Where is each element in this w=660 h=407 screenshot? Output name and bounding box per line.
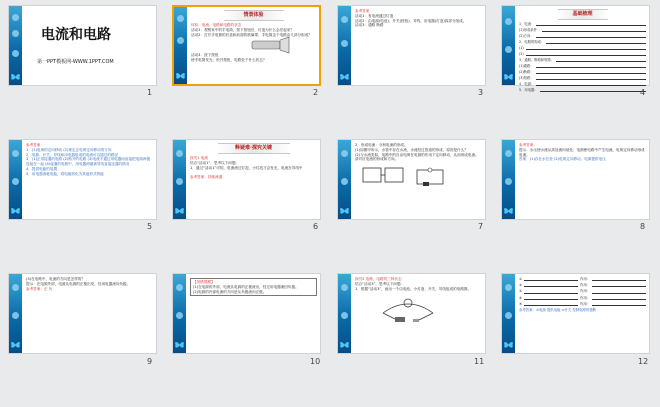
slide-number: 12 xyxy=(638,357,649,366)
text-line: (2)断路： xyxy=(519,70,534,74)
butterfly-icon xyxy=(174,205,185,216)
circuit-diagram xyxy=(355,164,455,194)
slide-number: 11 xyxy=(474,357,485,366)
text-line: 结合“活动1”，思考以下问题： xyxy=(190,160,240,165)
slide-number: 9 xyxy=(147,357,153,366)
flashlight-image xyxy=(251,37,291,53)
text-line: ② xyxy=(519,283,523,288)
text-line: (2)与水流类似，电路中的自由电荷在电源的作用下定向移动，从而形成电流。请对应电流的形成和方向。 xyxy=(355,152,479,162)
slide-heading: 【易错提醒】 xyxy=(193,280,215,284)
text-line: 探究1 电流 xyxy=(190,156,208,160)
butterfly-icon xyxy=(174,339,185,350)
slide-number: 3 xyxy=(478,88,484,97)
slide-title: 电流和电路 xyxy=(41,27,111,43)
slide-thumb-5[interactable] xyxy=(8,139,157,220)
text-line: 活动3：通路 断路 xyxy=(355,23,384,28)
circuit-sketch xyxy=(373,293,443,327)
slide-thumb-3[interactable] xyxy=(337,5,486,86)
butterfly-icon xyxy=(503,205,514,216)
slide-heading: 参考答案： xyxy=(26,143,44,147)
slide-heading: 参考答案： xyxy=(519,143,537,147)
text-line: (2) xyxy=(519,52,524,56)
slide-thumb-2[interactable] xyxy=(172,5,321,86)
text-line: ① xyxy=(519,277,523,281)
text-line: 作用： xyxy=(579,301,591,306)
text-line: 2．电源、开关、导线和用电器组成的电流可以通过的路径 xyxy=(26,152,119,157)
text-line: 结合“活动3”，思考以下问题： xyxy=(355,281,405,286)
text-line: (2)电源的内部电流的方向是从负极流向正极。 xyxy=(193,289,267,294)
text-line: 1．电流： xyxy=(519,22,535,26)
slide-thumb-6[interactable] xyxy=(172,139,321,220)
text-line: 1．通过“活动1”可知，电流流过灯泡，小灯泡才会发光，电流在导线中 xyxy=(190,165,303,170)
text-line: 使手电筒发光；松开按钮，电路处于什么状态？ xyxy=(191,58,267,63)
slide-number: 8 xyxy=(640,222,646,231)
section-banner: 情景体验 xyxy=(224,10,284,21)
text-line: 参考答案：持续流通 xyxy=(190,175,223,180)
slide-thumb-1[interactable] xyxy=(8,5,157,86)
butterfly-icon xyxy=(175,70,186,81)
text-line: (1)如图甲所示，水管中存在水流，水流经过管道的形成，原因是什么？ xyxy=(355,147,468,152)
text-line: 2．形成电流：分析电流的形成。 xyxy=(355,143,408,147)
slide-thumb-9[interactable] xyxy=(8,273,157,354)
slide-thumb-4[interactable] xyxy=(501,5,650,92)
text-line: 5．用电器： xyxy=(519,88,538,92)
text-line: 作用： xyxy=(579,277,591,281)
text-line: ④ xyxy=(519,295,523,300)
slide-number: 6 xyxy=(313,222,319,231)
text-line: 作用： xyxy=(579,283,591,288)
text-line: 体验：电流、电路和电路的状态 xyxy=(191,23,242,27)
slide-thumb-8[interactable] xyxy=(501,139,650,220)
text-line: (1)形成条件： xyxy=(519,28,541,32)
text-line: 参考答案：①电源 提供电能 ②开关 控制电路的通断 xyxy=(519,307,597,312)
slide-thumb-11[interactable] xyxy=(337,273,486,354)
text-line: 3．通路、断路和短路： xyxy=(519,58,555,62)
text-line: (2)方向： xyxy=(519,34,534,38)
text-line: (3)在电路中，电流的方向是怎样的？ xyxy=(26,277,85,281)
text-line: 活动1：观察家中的手电筒，按下按钮后，灯泡为什么会亮起来？ xyxy=(191,27,294,32)
text-line: 探究2 电路、电路的三种状态 xyxy=(355,277,402,281)
text-line: 活动3：按下按钮 xyxy=(191,53,219,58)
text-line: 参考答案：正 负 xyxy=(26,286,53,291)
text-line: 活动1：有电流通过灯泡 xyxy=(355,13,394,18)
slide-number: 1 xyxy=(147,88,153,97)
slide-thumb-10[interactable] xyxy=(172,273,321,354)
butterfly-icon xyxy=(339,71,350,82)
slide-number: 2 xyxy=(313,88,319,97)
slide-number: 10 xyxy=(310,357,321,366)
text-line: 5．用电器消耗电能，将电能转化为其他形式的能 xyxy=(26,171,104,176)
butterfly-icon xyxy=(339,339,350,350)
butterfly-icon xyxy=(339,205,350,216)
text-line: ⑤ xyxy=(519,301,523,306)
tip-box xyxy=(190,278,317,296)
section-banner: 释疑难·探究关键 xyxy=(218,143,290,154)
text-line: 1．(1)电荷的定向移动 (2)规定正电荷定向移动的方向 xyxy=(26,147,112,152)
text-line: 提示：在电源外部，电流从电源的正极出发，经用电器流向负极。 xyxy=(26,281,131,286)
text-line: 作用： xyxy=(579,289,591,294)
butterfly-icon xyxy=(10,339,21,350)
slide-number: 4 xyxy=(640,88,646,97)
butterfly-icon xyxy=(503,339,514,350)
text-line: 4．提供电能的装置 xyxy=(26,166,58,171)
text-line: (1)通路： xyxy=(519,64,534,68)
text-line: 活动2：由电源(电池)、开关(按钮)、导线、用电器(灯泡)四部分组成。 xyxy=(355,18,467,23)
text-line: 4．电源： xyxy=(519,82,535,86)
text-line: 答案：(1)存在水位差 (2)电荷定向移动，电源提供电压 xyxy=(519,157,606,162)
slide-number: 5 xyxy=(147,222,153,231)
slide-subtitle: 第一PPT模板网-WWW.1PPT.COM xyxy=(37,59,114,65)
text-line: ③ xyxy=(519,289,523,294)
text-line: (1) xyxy=(519,46,524,50)
text-line: 2．电路的构成： xyxy=(519,40,545,44)
text-line: 作用： xyxy=(579,295,591,300)
text-line: (1)在电源的外部，电流从电源的正极流出，经过用电器流回负极。 xyxy=(193,284,299,289)
text-line: 活动2：打开手电筒的后盖和前面的玻璃罩，手电筒这个电路由几部分组成？ xyxy=(191,32,312,37)
butterfly-icon xyxy=(10,71,21,82)
slide-thumb-12[interactable] xyxy=(501,273,650,354)
text-line: 3．(1)正常接通的电路 (2)断开的电路 (3)电流不通过用电器而直接把电源两极连接在一起 (4)接通的电路中，用电器两端被导线直接连通的情况 xyxy=(26,157,151,167)
slide-heading: 参考答案： xyxy=(355,9,373,13)
text-line: 1．根据“活动3”，画出一个由电池、小灯泡、开关、导线组成的电路图。 xyxy=(355,286,472,291)
text-line: 提示：水压使水流从高处流向低处；电源使电路中产生电流，电荷定向移动形成电流。 xyxy=(519,147,645,157)
slide-thumb-7[interactable] xyxy=(337,139,486,220)
text-line: (3)短路： xyxy=(519,76,534,80)
butterfly-icon xyxy=(10,205,21,216)
slide-number: 7 xyxy=(478,222,484,231)
butterfly-icon xyxy=(503,71,514,82)
section-banner: 基础梳理 xyxy=(558,9,608,20)
